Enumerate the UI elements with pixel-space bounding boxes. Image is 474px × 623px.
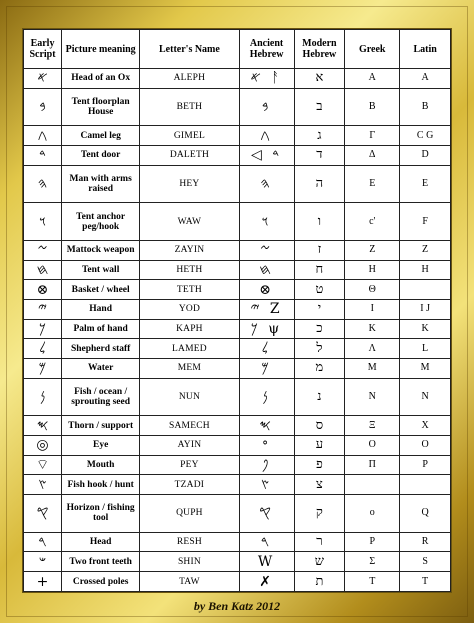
picture-meaning: Tent anchor peg/hook [62, 203, 140, 241]
early-script-glyph: ⌔ [24, 455, 62, 475]
table-row [24, 240, 451, 260]
early-script-glyph: 𐤔 [24, 552, 62, 572]
table-row [24, 280, 451, 300]
picture-meaning: Crossed poles [62, 572, 140, 592]
early-script-glyph: 𐤋 [24, 339, 62, 359]
early-script-glyph: 𐤊 [24, 319, 62, 339]
early-script-glyph: 𐤅 [24, 203, 62, 241]
modern-hebrew-letter: ה [294, 165, 345, 203]
early-script-glyph: 𐤓 [24, 532, 62, 552]
greek-letter: Z [345, 240, 400, 260]
header-modern-hebrew: Modern Hebrew [294, 30, 345, 69]
header-greek: Greek [345, 30, 400, 69]
ancient-hebrew-glyph: 𐤑 [239, 475, 294, 495]
table-row [24, 475, 451, 495]
latin-letter: E [400, 165, 451, 203]
header-early-script: Early Script [24, 30, 62, 69]
table-row [24, 532, 451, 552]
modern-hebrew-letter: ד [294, 145, 345, 165]
picture-meaning: Horizon / fishing tool [62, 495, 140, 533]
picture-meaning: Palm of hand [62, 319, 140, 339]
greek-letter: Λ [345, 339, 400, 359]
chart-sheet [22, 28, 452, 593]
picture-meaning: Head of an Ox [62, 69, 140, 89]
letter-name: LAMED [140, 339, 239, 359]
latin-letter: D [400, 145, 451, 165]
ancient-hebrew-glyph: 𐤓 [239, 532, 294, 552]
table-body [24, 69, 451, 592]
table-row [24, 416, 451, 436]
letter-name: TETH [140, 280, 239, 300]
letter-name: WAW [140, 203, 239, 241]
early-script-glyph: ⊗ [24, 280, 62, 300]
letter-name: MEM [140, 359, 239, 379]
author-credit: by Ben Katz 2012 [193, 599, 281, 613]
greek-letter: Γ [345, 126, 400, 146]
modern-hebrew-letter: ש [294, 552, 345, 572]
modern-hebrew-letter: י [294, 299, 345, 319]
greek-letter: H [345, 260, 400, 280]
table-row [24, 299, 451, 319]
table-row [24, 165, 451, 203]
table-row [24, 145, 451, 165]
greek-letter: Θ [345, 280, 400, 300]
letter-name: NUN [140, 378, 239, 416]
table-row [24, 319, 451, 339]
ancient-hebrew-glyph: ⊗ [239, 280, 294, 300]
modern-hebrew-letter: נ [294, 378, 345, 416]
ancient-hebrew-glyph: 𐤄 [239, 165, 294, 203]
early-script-glyph: + [24, 572, 62, 592]
early-script-glyph: 𐤄 [24, 165, 62, 203]
picture-meaning: Camel leg [62, 126, 140, 146]
modern-hebrew-letter: מ [294, 359, 345, 379]
table-row [24, 552, 451, 572]
modern-hebrew-letter: א [294, 69, 345, 89]
latin-letter: K [400, 319, 451, 339]
ancient-hebrew-glyph: W [239, 552, 294, 572]
ancient-hebrew-glyph: ✗ [239, 572, 294, 592]
table-row [24, 436, 451, 456]
ancient-hebrew-glyph: 𐤂 [239, 126, 294, 146]
latin-letter: Q [400, 495, 451, 533]
greek-letter: N [345, 378, 400, 416]
ancient-hebrew-glyph: 𐤅 [239, 203, 294, 241]
early-script-glyph: 𐤇 [24, 260, 62, 280]
modern-hebrew-letter: פ [294, 455, 345, 475]
ancient-hebrew-glyph: 𐤌 [239, 359, 294, 379]
table-row [24, 203, 451, 241]
ancient-hebrew-glyph: 𐤒 [239, 495, 294, 533]
table-row [24, 495, 451, 533]
modern-hebrew-letter: ע [294, 436, 345, 456]
alphabet-table [23, 29, 451, 592]
picture-meaning: Mattock weapon [62, 240, 140, 260]
picture-meaning: Hand [62, 299, 140, 319]
letter-name: YOD [140, 299, 239, 319]
latin-letter: T [400, 572, 451, 592]
greek-letter: I [345, 299, 400, 319]
latin-letter: M [400, 359, 451, 379]
letter-name: KAPH [140, 319, 239, 339]
latin-letter: P [400, 455, 451, 475]
modern-hebrew-letter: צ [294, 475, 345, 495]
early-script-glyph: 𐤉 [24, 299, 62, 319]
picture-meaning: Fish / ocean / sprouting seed [62, 378, 140, 416]
ancient-hebrew-glyph: 𐤆 [239, 240, 294, 260]
ancient-hebrew-glyph: 𐤋 [239, 339, 294, 359]
latin-letter: B [400, 88, 451, 126]
modern-hebrew-letter: ת [294, 572, 345, 592]
latin-letter: F [400, 203, 451, 241]
greek-letter [345, 475, 400, 495]
latin-letter: N [400, 378, 451, 416]
table-row [24, 69, 451, 89]
greek-letter: Σ [345, 552, 400, 572]
header-letter-name: Letter's Name [140, 30, 239, 69]
picture-meaning: Water [62, 359, 140, 379]
latin-letter: R [400, 532, 451, 552]
letter-name: HEY [140, 165, 239, 203]
greek-letter: Ξ [345, 416, 400, 436]
table-row [24, 455, 451, 475]
picture-meaning: Tent door [62, 145, 140, 165]
letter-name: ALEPH [140, 69, 239, 89]
modern-hebrew-letter: ב [294, 88, 345, 126]
modern-hebrew-letter: ח [294, 260, 345, 280]
latin-letter: L [400, 339, 451, 359]
letter-name: TZADI [140, 475, 239, 495]
greek-letter: Π [345, 455, 400, 475]
greek-letter: A [345, 69, 400, 89]
header-ancient-hebrew: Ancient Hebrew [239, 30, 294, 69]
modern-hebrew-letter: ג [294, 126, 345, 146]
early-script-glyph: 𐤌 [24, 359, 62, 379]
letter-name: TAW [140, 572, 239, 592]
letter-name: PEY [140, 455, 239, 475]
early-script-glyph: 𐤒 [24, 495, 62, 533]
latin-letter: H [400, 260, 451, 280]
greek-letter: K [345, 319, 400, 339]
early-script-glyph: 𐤑 [24, 475, 62, 495]
early-script-glyph: 𐤆 [24, 240, 62, 260]
greek-letter: Δ [345, 145, 400, 165]
early-script-glyph: 𐤀 [24, 69, 62, 89]
table-row [24, 88, 451, 126]
ancient-hebrew-glyph: 𐤊 ψ [239, 319, 294, 339]
header-latin: Latin [400, 30, 451, 69]
latin-letter [400, 280, 451, 300]
table-row [24, 126, 451, 146]
picture-meaning: Shepherd staff [62, 339, 140, 359]
latin-letter: I J [400, 299, 451, 319]
early-script-glyph: 𐤃 [24, 145, 62, 165]
early-script-glyph: 𐤂 [24, 126, 62, 146]
picture-meaning: Basket / wheel [62, 280, 140, 300]
ancient-hebrew-glyph: ◁ 𐤃 [239, 145, 294, 165]
picture-meaning: Head [62, 532, 140, 552]
greek-letter: c' [345, 203, 400, 241]
picture-meaning: Tent wall [62, 260, 140, 280]
picture-meaning: Eye [62, 436, 140, 456]
greek-letter: O [345, 436, 400, 456]
greek-letter: o [345, 495, 400, 533]
modern-hebrew-letter: ר [294, 532, 345, 552]
letter-name: QUPH [140, 495, 239, 533]
ancient-hebrew-glyph: 𐤏 [239, 436, 294, 456]
modern-hebrew-letter: ל [294, 339, 345, 359]
picture-meaning: Two front teeth [62, 552, 140, 572]
table-row [24, 572, 451, 592]
greek-letter: P [345, 532, 400, 552]
table-row [24, 359, 451, 379]
modern-hebrew-letter: ס [294, 416, 345, 436]
latin-letter: S [400, 552, 451, 572]
table-row [24, 339, 451, 359]
greek-letter: B [345, 88, 400, 126]
letter-name: RESH [140, 532, 239, 552]
picture-meaning: Fish hook / hunt [62, 475, 140, 495]
ancient-hebrew-glyph: 𐤍 [239, 378, 294, 416]
early-script-glyph: ◎ [24, 436, 62, 456]
ancient-hebrew-glyph: 𐤁 [239, 88, 294, 126]
picture-meaning: Thorn / support [62, 416, 140, 436]
letter-name: GIMEL [140, 126, 239, 146]
early-script-glyph: 𐤁 [24, 88, 62, 126]
table-row [24, 260, 451, 280]
latin-letter: O [400, 436, 451, 456]
header-picture-meaning: Picture meaning [62, 30, 140, 69]
modern-hebrew-letter: ו [294, 203, 345, 241]
ancient-hebrew-glyph: 𐤉 Z [239, 299, 294, 319]
picture-meaning: Man with arms raised [62, 165, 140, 203]
letter-name: ZAYIN [140, 240, 239, 260]
early-script-glyph: 𐤎 [24, 416, 62, 436]
greek-letter: T [345, 572, 400, 592]
early-script-glyph: 𐤍 [24, 378, 62, 416]
latin-letter: C G [400, 126, 451, 146]
picture-meaning: Tent floorplan House [62, 88, 140, 126]
modern-hebrew-letter: ט [294, 280, 345, 300]
latin-letter: A [400, 69, 451, 89]
letter-name: BETH [140, 88, 239, 126]
table-row [24, 378, 451, 416]
ancient-hebrew-glyph: 𐤀 ᚨ [239, 69, 294, 89]
letter-name: DALETH [140, 145, 239, 165]
picture-meaning: Mouth [62, 455, 140, 475]
modern-hebrew-letter: ק [294, 495, 345, 533]
ancient-hebrew-glyph: 𐤐 [239, 455, 294, 475]
letter-name: SHIN [140, 552, 239, 572]
letter-name: HETH [140, 260, 239, 280]
greek-letter: M [345, 359, 400, 379]
greek-letter: E [345, 165, 400, 203]
ancient-hebrew-glyph: 𐤇 [239, 260, 294, 280]
ancient-hebrew-glyph: 𐤎 [239, 416, 294, 436]
latin-letter [400, 475, 451, 495]
modern-hebrew-letter: כ [294, 319, 345, 339]
header-row [24, 30, 451, 69]
letter-name: AYIN [140, 436, 239, 456]
letter-name: SAMECH [140, 416, 239, 436]
modern-hebrew-letter: ז [294, 240, 345, 260]
latin-letter: Z [400, 240, 451, 260]
latin-letter: X [400, 416, 451, 436]
